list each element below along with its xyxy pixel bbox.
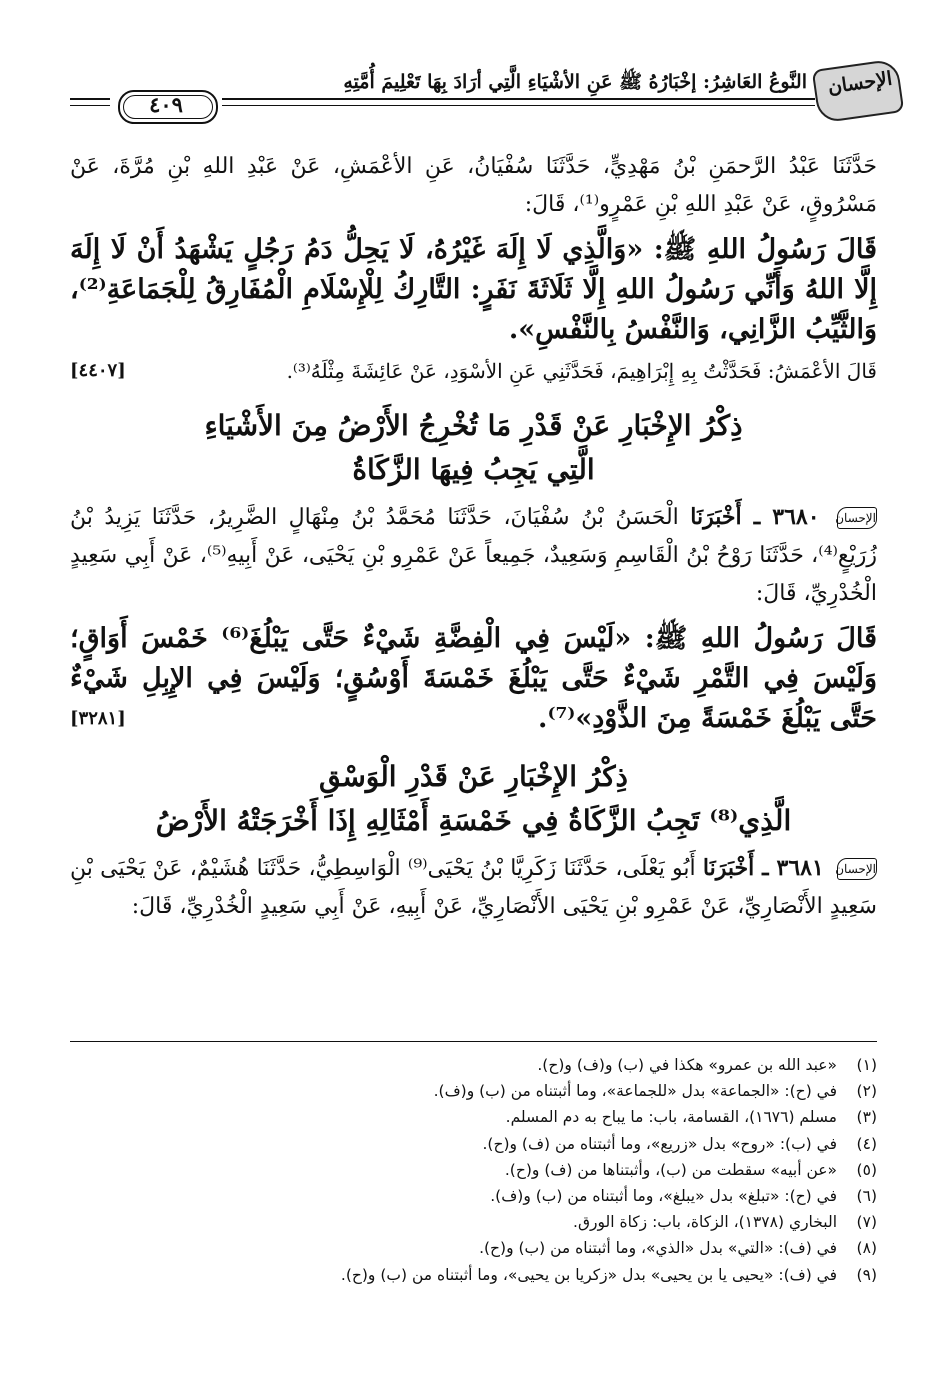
footnotes <box>70 1052 877 1288</box>
hadith-number: ٣٦٨٠ ـ أَخْبَرَنَا <box>690 504 820 530</box>
chapter-heading-line: الَّتِي يَجِبُ فِيهَا الزَّكَاةُ <box>352 453 595 486</box>
footnote-divider <box>70 1041 877 1042</box>
footnote <box>70 1183 877 1209</box>
footnote-text: في (ب): «روح» بدل «زريع»، وما أثبتناه من (ف) و(ح). <box>482 1134 837 1153</box>
header-rule <box>70 105 110 106</box>
footnote <box>70 1157 877 1183</box>
footnote-text: في (ح): «الجماعة» بدل «للجماعة»، وما أثبتناه من (ب) و(ف). <box>433 1082 837 1101</box>
footnote-text: «عن أبيه» سقطت من (ب)، وأثبتناها من (ف) و(ح). <box>504 1160 837 1179</box>
hadith-text: قَالَ رَسُولُ اللهِ ﷺ: «وَالَّذِي لَا إِلَهَ غَيْرُهُ، لَا يَحِلُّ دَمُ رَجُلٍ يَشْهَدُ أَنْ لَا إِلَهَ إِلَّا اللهُ وَأَنِّي رَسُولُ اللهِ إِلَّا ثَلَاثَةَ نَفَرٍ: التَّارِكُ لِلْإِسْلَامِ الْمُفَارِقُ لِلْجَمَاعَةِ⁽²⁾، وَالثَّيِّبُ الزَّانِي، وَالنَّفْسُ بِالنَّفْسِ». <box>70 234 877 345</box>
header-rule <box>222 98 815 100</box>
badge-label: الإحسان <box>826 67 894 99</box>
main-text <box>70 148 877 926</box>
footnote-text: مسلم (١٦٧٦)، القسامة، باب: ما يباح به دم المسلم. <box>505 1108 837 1127</box>
footnote-text: في (ف): «يحيى يا بن يحيى» بدل «زكريا بن يحيى»، وما أثبتناه من (ب) و(ح). <box>340 1265 837 1284</box>
hadith-text-body: قَالَ رَسُولُ اللهِ ﷺ: «لَيْسَ فِي الْفِضَّةِ شَيْءٌ حَتَّى يَبْلُغَ⁽⁶⁾ خَمْسَ أَوَاقٍ؛ وَلَيْسَ فِي التَّمْرِ شَيْءٌ حَتَّى يَبْلُغَ خَمْسَةَ أَوْسُقٍ؛ وَلَيْسَ فِي الإِبِلِ شَيْءٌ حَتَّى يَبْلُغَ خَمْسَةً مِنَ الذَّوْدِ»⁽⁷⁾. <box>70 623 877 734</box>
narration-note <box>70 354 877 388</box>
chapter-heading-line: ذِكْرُ الإِخْبَارِ عَنْ قَدْرِ مَا تُخْرِجُ الأَرْضُ مِنَ الأَشْيَاءِ <box>204 409 743 442</box>
hadith-text <box>70 619 877 739</box>
footnote-text: في (ح): «تبلغ» بدل «يبلغ»، وما أثبتناه من (ب) و(ف). <box>490 1186 837 1205</box>
footnote <box>70 1262 877 1288</box>
running-title: النَّوعُ العَاشِرُ: إخْبَارُهُ ﷺ عَنِ الأشْيَاءِ الَّتِي أرَادَ بِهَا تَعْلِيمَ أُمَّتِهِ <box>343 71 807 93</box>
hadith-number: ٣٦٨١ ـ أَخْبَرَنَا <box>702 855 824 881</box>
isnad-paragraph <box>70 849 877 926</box>
isnad-paragraph: حَدَّثَنَا عَبْدُ الرَّحمَنِ بْنُ مَهْدِيٍّ، حَدَّثَنَا سُفْيَانُ، عَنِ الأعْمَشِ، عَنْ عَبْدِ اللهِ بْنِ مُرَّةَ، عَنْ مَسْرُوقٍ، عَنْ عَبْدِ اللهِ بْنِ عَمْرٍو⁽¹⁾، قَالَ: <box>70 154 877 217</box>
chapter-heading <box>70 404 877 492</box>
isnad-text: أَبُو يَعْلَى، حَدَّثَنَا زَكَرِيَّا بْنُ يَحْيَى⁽⁹⁾ الْوَاسِطِيُّ، حَدَّثَنَا هُشَيْمٌ، عَنْ يَحْيَى بْنِ سَعِيدٍ الأَنْصَارِيِّ، عَنْ عَمْرِو بْنِ يَحْيَى الأَنْصَارِيِّ، عَنْ أَبِيهِ، عَنْ أَبِي سَعِيدٍ الْخُدْرِيِّ، قَالَ: <box>70 856 877 919</box>
footnote-number: (٢) <box>856 1082 877 1101</box>
chapter-heading-line: ذِكْرُ الإِخْبَارِ عَنْ قَدْرِ الْوَسْقِ <box>318 760 628 793</box>
hadith-marker-icon: الإحسان <box>837 507 877 529</box>
footnote-number: (٦) <box>856 1186 877 1205</box>
footnote <box>70 1052 877 1078</box>
footnote-number: (٤) <box>856 1134 877 1153</box>
footnote-text: في (ف): «التي» بدل «الذي»، وما أثبتناه من (ب) و(ح). <box>479 1239 837 1258</box>
footnote-number: (١) <box>856 1056 877 1074</box>
chapter-heading <box>70 755 877 843</box>
footnote <box>70 1104 877 1130</box>
footnote <box>70 1235 877 1261</box>
footnote-text: «عبد الله بن عمرو» هكذا في (ب) و(ف) و(ح). <box>537 1056 837 1074</box>
narration-note-text: قَالَ الأعْمَشُ: فَحَدَّثْتُ بِهِ إِبْرَاهِيمَ، فَحَدَّثَنِي عَنِ الأسْوَدِ، عَنْ عَائِشَةَ مِثْلَهُ⁽³⁾. <box>286 359 877 383</box>
section-badge <box>811 58 907 124</box>
footnote-text: البخاري (١٣٧٨)، الزكاة، باب: زكاة الورق. <box>573 1213 837 1232</box>
footnote-number: (٣) <box>856 1108 877 1127</box>
chapter-heading-line: الَّذِي⁽⁸⁾ تَجِبُ الزَّكَاةُ فِي خَمْسَةِ أَمْثَالِهِ إِذَا أَخْرَجَتْهُ الأَرْضُ <box>155 804 792 837</box>
page-number: ٤٠٩ <box>149 92 183 117</box>
isnad-text: الْحَسَنُ بْنُ سُفْيَانَ، حَدَّثَنَا مُحَمَّدُ بْنُ مِنْهَالٍ الضَّرِيرُ، حَدَّثَنَا يَزِيدُ بْنُ زُرَيْعٍ⁽⁴⁾، حَدَّثَنَا رَوْحُ بْنُ الْقَاسِمِ وَسَعِيدٌ، جَمِيعاً عَنْ عَمْرِو بْنِ يَحْيَى، عَنْ أَبِيهِ⁽⁵⁾، عَنْ أَبِي سَعِيدٍ الْخُدْرِيِّ، قَالَ: <box>70 505 877 606</box>
isnad-paragraph <box>70 498 877 613</box>
footnote <box>70 1078 877 1104</box>
footnote <box>70 1131 877 1157</box>
footnote <box>70 1209 877 1235</box>
cross-reference: [٣٢٨١] <box>70 708 126 729</box>
header-rule <box>70 98 110 100</box>
cross-reference: [٤٤٠٧] <box>70 360 126 381</box>
footnote-number: (٥) <box>856 1160 877 1179</box>
footnote-number: (٩) <box>856 1265 877 1284</box>
footnote-number: (٧) <box>856 1213 877 1232</box>
page-header <box>70 58 907 128</box>
footnote-number: (٨) <box>856 1239 877 1258</box>
header-rule <box>222 105 815 106</box>
hadith-marker-icon: الإحسان <box>837 858 877 880</box>
